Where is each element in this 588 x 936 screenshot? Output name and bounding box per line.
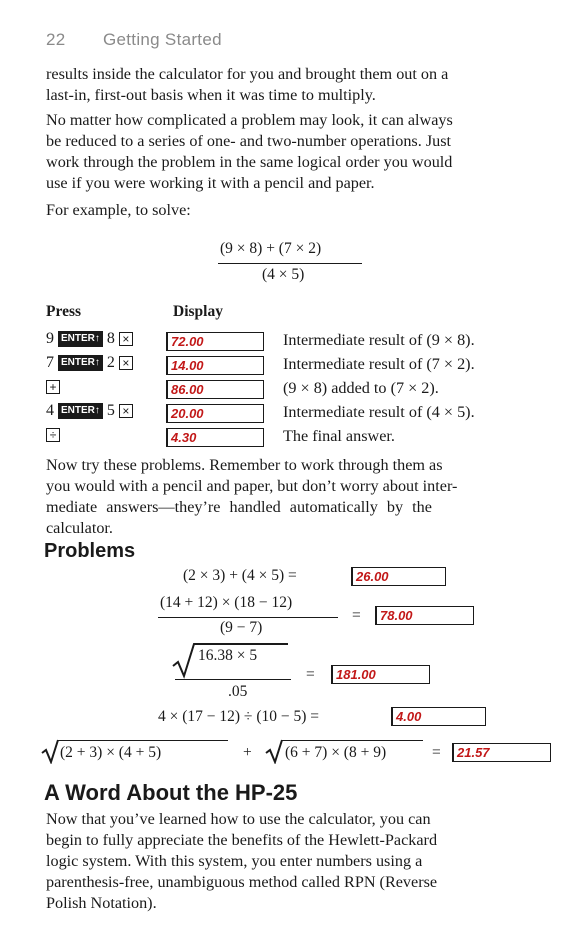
enter-key: ENTER↑: [58, 355, 103, 371]
keystroke-sequence: [46, 354, 133, 372]
page-number: 22: [46, 30, 66, 49]
answer-display: 78.00: [375, 606, 474, 625]
intro-line: work through the problem in the same logical order you would: [46, 153, 453, 171]
keystroke-sequence: [46, 402, 133, 420]
key-digit: 9: [46, 330, 54, 347]
body-line: mediate answers—they’re handled automatically by the: [46, 498, 432, 516]
enter-key: ENTER↑: [58, 403, 103, 419]
intro-line: For example, to solve:: [46, 201, 191, 219]
row-note: Intermediate result of (9 × 8).: [283, 331, 475, 349]
body-line: logic system. With this system, you enter numbers using a: [46, 852, 423, 870]
keystroke-sequence: [46, 330, 133, 348]
radicand: (6 + 7) × (8 + 9): [285, 744, 387, 761]
fraction-bar: [218, 263, 362, 264]
square-root-sign: [40, 738, 60, 764]
key-digit: 5: [106, 402, 115, 419]
problem-expression: (2 × 3) + (4 × 5) =: [183, 567, 297, 584]
keystroke-sequence: [46, 378, 60, 396]
radical-bar: [58, 740, 228, 741]
divide-key: ÷: [46, 428, 60, 442]
display-header: Display: [173, 303, 223, 320]
fraction-bar: [158, 617, 338, 618]
press-header: Press: [46, 303, 82, 320]
problems-heading: Problems: [44, 540, 136, 562]
row-note: Intermediate result of (4 × 5).: [283, 403, 475, 421]
intro-line: be reduced to a series of one- and two-number operations. Just: [46, 132, 452, 150]
radicand: 16.38 × 5: [198, 647, 258, 664]
intro-line: use if you were working it with a pencil and paper.: [46, 174, 375, 192]
equals-sign: =: [306, 666, 315, 683]
body-line: calculator.: [46, 519, 113, 537]
equals-sign: =: [352, 607, 361, 624]
intro-line: results inside the calculator for you and brought them out on a: [46, 65, 449, 83]
display-readout: 4.30: [166, 428, 264, 447]
problem-denominator: .05: [228, 683, 248, 700]
intro-line: No matter how complicated a problem may look, it can always: [46, 111, 453, 129]
square-root-sign: [264, 738, 284, 764]
answer-display: 26.00: [351, 567, 446, 586]
problem-denominator: (9 − 7): [220, 619, 263, 636]
answer-display: 4.00: [391, 707, 486, 726]
intro-line: last-in, first-out basis when it was time to multiply.: [46, 86, 376, 104]
example-denominator: (4 × 5): [262, 266, 305, 283]
display-readout: 86.00: [166, 380, 264, 399]
keystroke-sequence: [46, 426, 60, 444]
key-digit: 4: [46, 402, 54, 419]
answer-display: 21.57: [452, 743, 551, 762]
answer-display: 181.00: [331, 665, 430, 684]
row-note: Intermediate result of (7 × 2).: [283, 355, 475, 373]
row-note: (9 × 8) added to (7 × 2).: [283, 379, 439, 397]
key-digit: 2: [106, 354, 115, 371]
equals-sign: =: [432, 744, 441, 761]
plus-sign: +: [243, 744, 252, 761]
body-line: Now that you’ve learned how to use the calculator, you can: [46, 810, 431, 828]
example-numerator: (9 × 8) + (7 × 2): [220, 240, 322, 257]
display-readout: 14.00: [166, 356, 264, 375]
problem-numerator: (14 + 12) × (18 − 12): [160, 594, 293, 611]
key-digit: 8: [106, 330, 115, 347]
problem-expression: 4 × (17 − 12) ÷ (10 − 5) =: [158, 708, 319, 725]
radical-bar: [282, 740, 423, 741]
body-line: Polish Notation).: [46, 894, 157, 912]
body-line: Now try these problems. Remember to work through them as: [46, 456, 443, 474]
section-heading: A Word About the HP-25: [44, 780, 298, 805]
multiply-key: ×: [119, 356, 133, 370]
body-line: begin to fully appreciate the benefits of the Hewlett-Packard: [46, 831, 438, 849]
running-header: Getting Started: [103, 30, 222, 49]
plus-key: +: [46, 380, 60, 394]
display-readout: 72.00: [166, 332, 264, 351]
row-note: The final answer.: [283, 427, 395, 445]
body-line: you would with a pencil and paper, but don’t worry about inter-: [46, 477, 458, 495]
multiply-key: ×: [119, 404, 133, 418]
radicand: (2 + 3) × (4 + 5): [60, 744, 162, 761]
key-digit: 7: [46, 354, 54, 371]
multiply-key: ×: [119, 332, 133, 346]
display-readout: 20.00: [166, 404, 264, 423]
fraction-bar: [175, 679, 291, 680]
enter-key: ENTER↑: [58, 331, 103, 347]
body-line: parenthesis-free, unambiguous method called RPN (Reverse: [46, 873, 438, 891]
